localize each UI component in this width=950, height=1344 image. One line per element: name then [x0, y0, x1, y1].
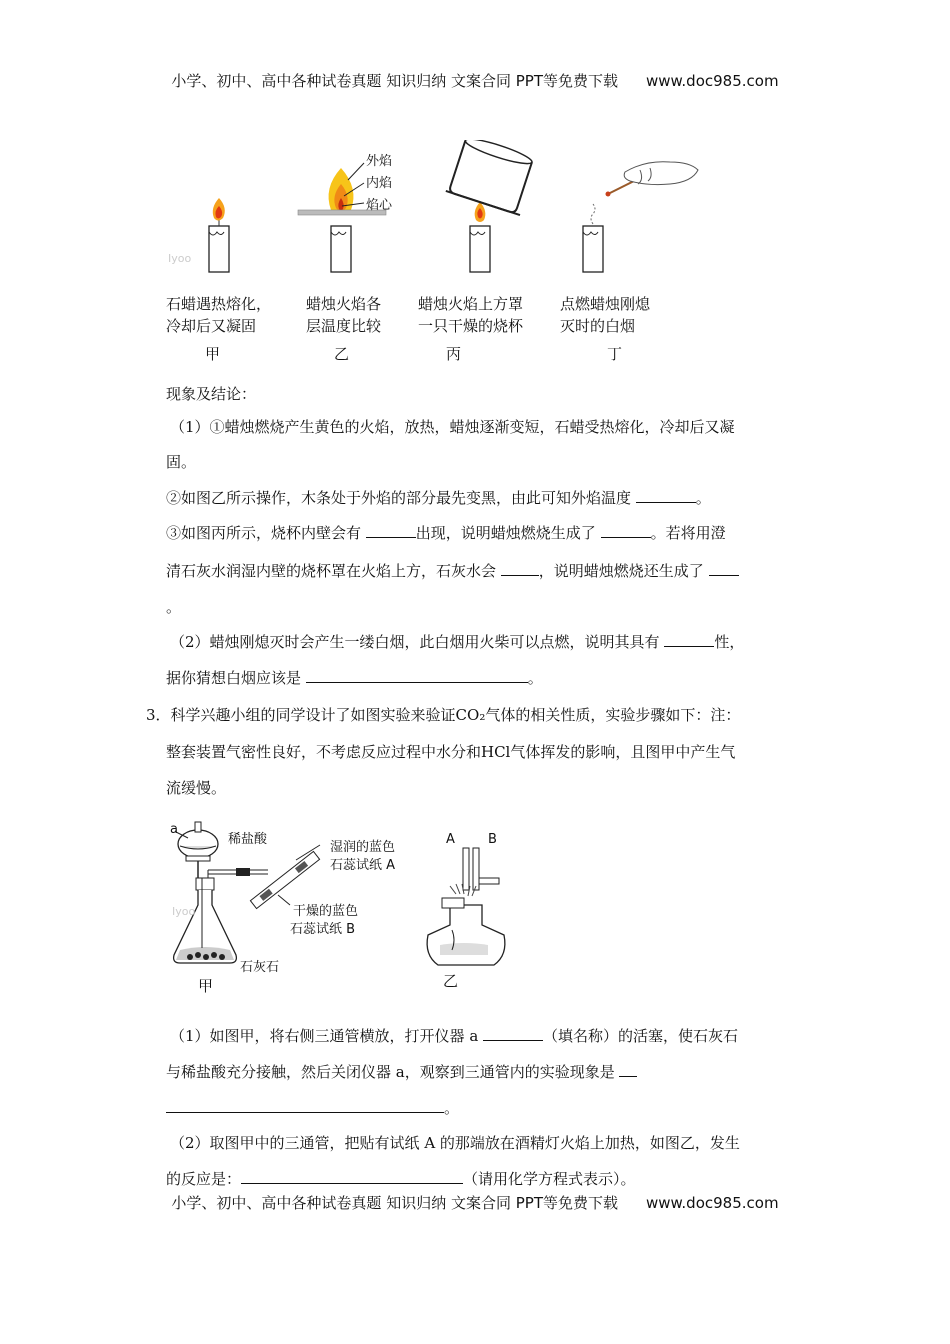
q3-s2: 与稀盐酸充分接触，然后关闭仪器 a，观察到三通管内的实验现象是 [166, 1062, 806, 1082]
q3-l3: 流缓慢。 [166, 779, 227, 797]
page-header [0, 70, 950, 91]
answer-blank[interactable] [241, 1169, 463, 1184]
q2-p3: ③如图丙所示，烧杯内壁会有 出现，说明蜡烛燃烧生成了 。若将用澄 [166, 524, 726, 542]
caption-a: 石蜡遇热熔化， 冷却后又凝固 [166, 295, 272, 335]
q2-p4: 清石灰水润湿内壁的烧杯罩在火焰上方，石灰水会 ，说明蜡烛燃烧还生成了 [166, 561, 806, 581]
answer-blank[interactable] [636, 488, 696, 503]
sub-label-d: 丁 [607, 345, 623, 363]
candle-d-icon [583, 162, 698, 272]
watermark: Iyoo [168, 252, 192, 265]
q3-s1: （1）如图甲，将右侧三通管横放，打开仪器 a （填名称）的活塞，使石灰石 [170, 1027, 739, 1045]
answer-blank[interactable] [619, 1062, 637, 1077]
sub-label-a: 甲 [205, 345, 221, 363]
q2-p7: 据你猜想白烟应该是 。 [166, 669, 543, 687]
label-dry-paper-2: 石蕊试纸 B [290, 922, 356, 937]
q2-p1a: （1）①蜡烛燃烧产生黄色的火焰，放热，蜡烛逐渐变短，石蜡受热熔化，冷却后又凝 [170, 418, 735, 436]
q3-s4: （2）取图甲中的三通管，把贴有试纸 A 的那端放在酒精灯火焰上加热，如图乙，发生 [170, 1134, 740, 1152]
header-text: 小学、初中、高中各种试卷真题 知识归纳 文案合同 PPT等免费下载 [171, 72, 618, 90]
answer-blank[interactable] [366, 523, 416, 538]
candle-a-icon [209, 198, 229, 272]
footer-text: 小学、初中、高中各种试卷真题 知识归纳 文案合同 PPT等免费下载 [171, 1194, 618, 1212]
caption-d: 点燃蜡烛刚熄 灭时的白烟 [560, 295, 651, 335]
label-acid: 稀盐酸 [228, 832, 268, 847]
sub-label-b: 乙 [334, 345, 350, 363]
footer-site: www.doc985.com [645, 1194, 779, 1212]
page-footer [0, 1192, 950, 1213]
answer-blank[interactable] [709, 561, 739, 576]
caption-c: 蜡烛火焰上方罩 一只干燥的烧杯 [418, 295, 524, 335]
q3-l2: 整套装置气密性良好，不考虑反应过程中水分和HCl气体挥发的影响，且图甲中产生气 [166, 743, 736, 761]
label-A: A [446, 832, 455, 847]
label-inner-flame: 内焰 [366, 176, 393, 191]
sub-label-jia: 甲 [198, 977, 214, 995]
q2-p5: 。 [166, 598, 182, 616]
apparatus-illustrations [0, 815, 950, 1015]
label-dry-paper-1: 干燥的蓝色 [293, 904, 359, 919]
candle-c-icon [446, 140, 539, 272]
answer-blank[interactable] [664, 632, 714, 647]
q2-p6: （2）蜡烛刚熄灭时会产生一缕白烟，此白烟用火柴可以点燃，说明其具有 性， [170, 633, 745, 651]
answer-blank[interactable] [483, 1026, 543, 1041]
sub-label-c: 丙 [446, 345, 462, 363]
label-B: B [488, 832, 497, 847]
q3-l1: 3．科学兴趣小组的同学设计了如图实验来验证CO₂气体的相关性质，实验步骤如下：注： [146, 706, 741, 724]
label-outer-flame: 外焰 [366, 154, 393, 169]
q2-p2: ②如图乙所示操作，木条处于外焰的部分最先变黑，由此可知外焰温度 。 [166, 489, 711, 507]
alcohol-lamp-icon [427, 848, 505, 965]
answer-blank[interactable] [601, 523, 651, 538]
answer-blank[interactable] [306, 668, 528, 683]
label-wet-paper-2: 石蕊试纸 A [330, 858, 396, 873]
answer-blank[interactable] [166, 1098, 444, 1113]
watermark-2: Iyoo [172, 905, 196, 918]
caption-b: 蜡烛火焰各 层温度比较 [306, 295, 382, 335]
q3-s3: 。 [166, 1098, 806, 1118]
label-a: a [170, 822, 178, 837]
sub-label-yi: 乙 [443, 972, 459, 990]
label-wet-paper-1: 湿润的蓝色 [330, 840, 396, 855]
q3-s5: 的反应是： （请用化学方程式表示）。 [166, 1170, 636, 1188]
q2-intro: 现象及结论： [166, 385, 257, 403]
label-limestone: 石灰石 [240, 960, 280, 975]
header-site: www.doc985.com [645, 72, 779, 90]
answer-blank[interactable] [501, 561, 539, 576]
q2-p1b: 固。 [166, 453, 197, 471]
label-flame-core: 焰心 [366, 198, 393, 213]
